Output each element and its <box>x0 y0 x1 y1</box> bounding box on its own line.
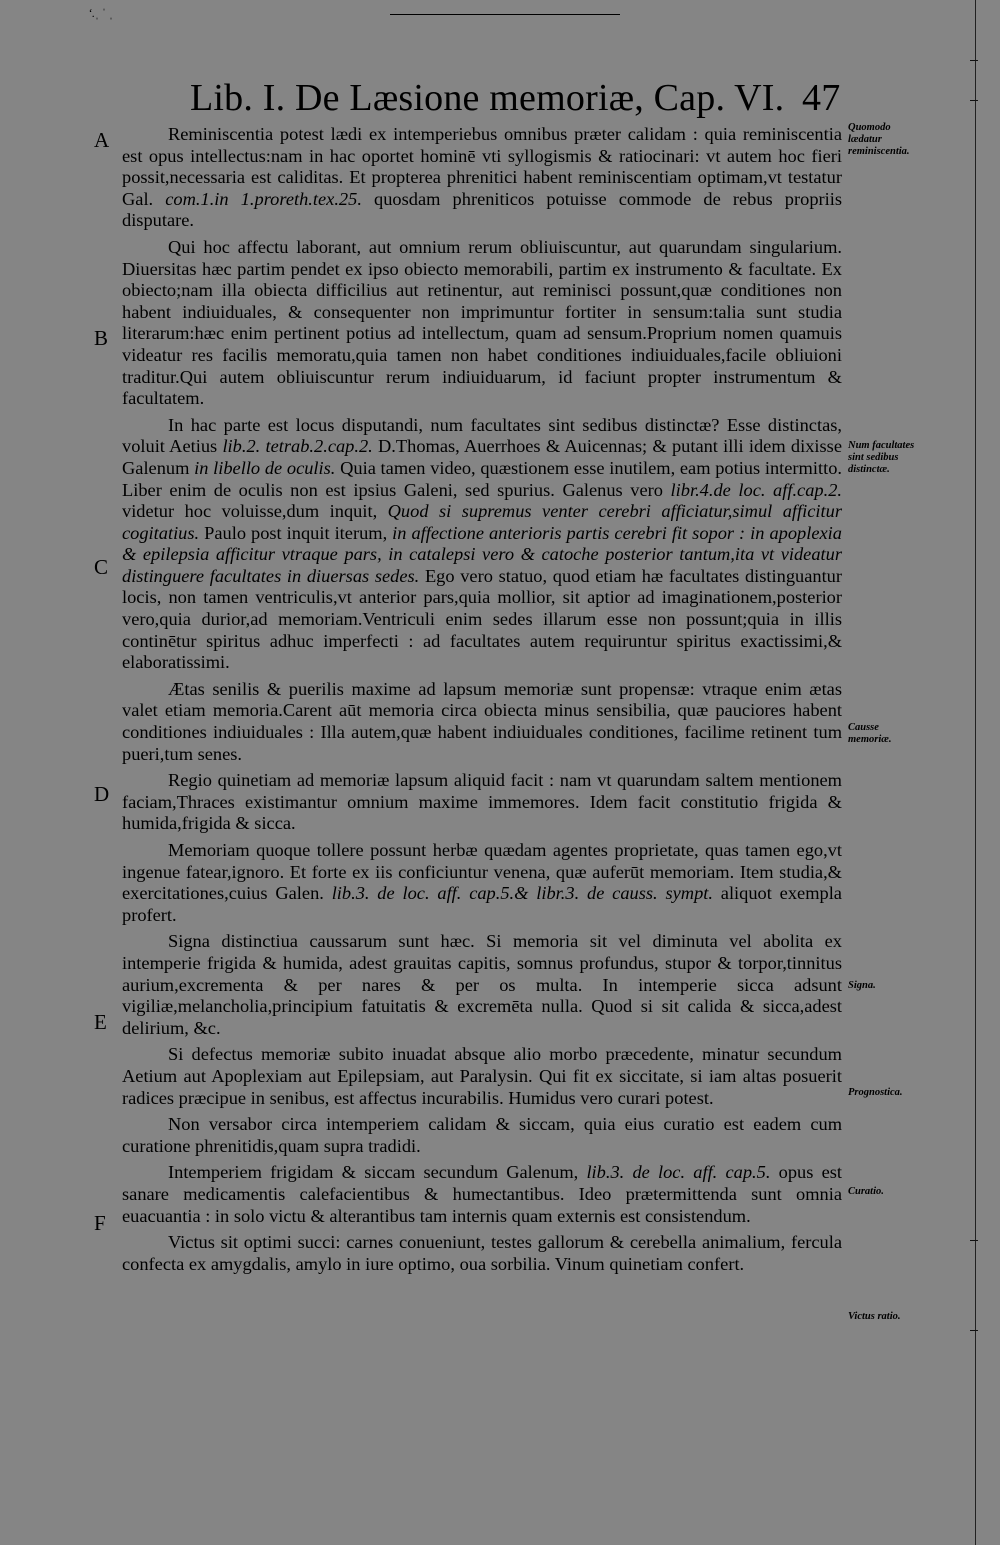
page-edge-line <box>975 0 976 1545</box>
edge-tick <box>970 100 978 101</box>
edge-tick <box>970 60 978 61</box>
margin-note: Num facultates sint sedibus distinctæ. <box>848 440 915 475</box>
section-letter-b: B <box>94 326 109 350</box>
paragraph: Si defectus memoriæ subito inuadat absque alio morbo præcedente, minatur secundum Aetium aut Apoplexiam aut Epilepsiam, aut Paralysin. Qui fit ex siccitate, si iam altas posuerit radices præcipue in senibus, est affectus incurabilis. Humidus vero curari potest. <box>122 1044 842 1108</box>
section-letter-f: F <box>94 1211 106 1235</box>
section-letter-d: D <box>94 782 110 806</box>
margin-note: Signa. <box>848 980 876 991</box>
body-text <box>122 124 842 1280</box>
section-letter-c: C <box>94 555 109 579</box>
quotation: in affectione anterioris partis cerebri fit sopor : in apoplexia & epilepsia afficitur vtraque pars, in catalepsi vero & catoche posterior tantum,ita vt videatur distinguere facultates in diuersas sedes. <box>122 522 842 586</box>
paragraph: Intemperiem frigidam & siccam secundum Galenum, lib.3. de loc. aff. cap.5. opus est sanare medicamentis calefacientibus & humectantibus. Ideo prætermittenda sunt omnia euacuantia : in solo victu & alterantibus tam internis quam externis est consistendum. <box>122 1162 843 1226</box>
citation: in libello de oculis. <box>194 457 336 478</box>
paragraph: Regio quinetiam ad memoriæ lapsum aliquid facit : nam vt quarundam saltem mentionem faciam,Thraces existimantur omnium maxime immemores. Idem facit constitutio frigida & humida,frigida & sicca. <box>122 770 842 834</box>
paragraph: Ætas senilis & puerilis maxime ad lapsum memoriæ sunt propensæ: vtraque enim ætas valet etiam memoria.Carent aūt memoria circa obiecta minus sensibilia, quæ pauciores habent conditiones indiuiduales : Illa autem,quæ habent indiuiduales conditiones, facilime retinent tum pueri,tum senes. <box>122 678 842 764</box>
margin-note: Quomodo lædatur reminiscentia. <box>848 122 910 157</box>
paragraph: In hac parte est locus disputandi, num facultates sint sedibus distinctæ? Esse distinctas, voluit Aetius lib.2. tetrab.2.cap.2. D.Thomas, Auerrhoes & Auicennas; & putant illi idem dixisse Galenum in libello de oculis. Quia tamen video, quæstionem esse inutilem, eam potius intermitto. Liber enim de oculis non est ipsius Galeni, sed spurius. Galenus vero libr.4.de loc. aff.cap.2. videtur hoc voluisse,dum inquit, Quod si supremus venter cerebri afficiatur,simul afficitur cogitatius. Paulo post inquit iterum, in affectione anterioris partis cerebri fit sopor : in apoplexia & epilepsia afficitur vtraque pars, in catalepsi vero & catoche posterior tantum,ita vt videatur distinguere facultates in diuersas sedes. Ego vero statuo, quod etiam hæ facultates distinguantur locis, non tamen ventriculis,vt anterior pars,quia mollior, sit aptior ad imaginationem,posterior vero,quia durior,ad memoriam.Ventriculi enim sedes illarum esse non possunt;quia in illis continētur spiritus adhuc imperfecti : ad facultates autem requiruntur spiritus exactissimi,& elaboratissimi. <box>122 414 842 673</box>
citation: com.1.in 1.proreth.tex.25. <box>165 188 362 209</box>
paragraph: Qui hoc affectu laborant, aut omnium rerum obliuiscuntur, aut quarundam singularium. Diuersitas hæc partim pendet ex ipso obiecto memorabili, partim ex instrumento & facultate. Ex obiecto;nam illa obiecta difficilius aut retinentur, aut reminisci possunt,quæ conditiones non habent indiuiduales, & consequenter non imprimuntur fortiter in sensum:talia sunt studia literarum:hæc enim pertinent potius ad intellectum, quam ad sensum.Proprium nomen quamuis videatur res facilis memoratu,quia tamen non habet conditiones indiuiduales,facile obliuioni traditur.Qui autem obliuiscuntur rerum indiuiduarum, id faciunt propter instrumentum & facultatem. <box>122 236 842 409</box>
quotation: Quod si supremus venter cerebri afficiatur,simul afficitur cogitatius. <box>122 501 842 543</box>
edge-tick <box>970 1330 978 1331</box>
corner-mark: ʻ.ˌ ˈ ˌ <box>88 6 113 20</box>
paragraph: Non versabor circa intemperiem calidam & siccam, quia eius curatio est eadem cum curatione phrenitidis,quam supra tradidi. <box>122 1114 842 1156</box>
paragraph: Victus sit optimi succi: carnes conueniunt, testes gallorum & cerebella animalium, fercula confecta ex amygdalis, amylo in iure optimo, oua sorbilia. Vinum quinetiam confert. <box>122 1232 842 1274</box>
page-number: 47 <box>802 77 841 119</box>
citation: lib.3. de loc. aff. cap.5.& libr.3. de causs. sympt. <box>331 883 713 904</box>
margin-note: Curatio. <box>848 1186 884 1197</box>
running-header <box>190 76 850 120</box>
margin-note: Victus ratio. <box>848 1311 901 1322</box>
margin-note: Prognostica. <box>848 1087 903 1098</box>
margin-note: Causse memoriæ. <box>848 722 892 745</box>
edge-tick <box>970 1240 978 1241</box>
paragraph: Signa distinctiua caussarum sunt hæc. Si memoria sit vel diminuta vel abolita ex intemperie frigida & humida, adest grauitas capitis, somnus profundus, stupor & torpor,tinnitus aurium,excrementa & per nares & per os multa. In intemperie sicca adsunt vigiliæ,melancholia,principium fatuitatis & excremēta nulla. Quod si sit calida & sicca,adest delirium, &c. <box>122 931 842 1038</box>
citation: lib.3. de loc. aff. cap.5. <box>586 1162 771 1183</box>
section-letter-e: E <box>94 1010 107 1034</box>
paragraph: Memoriam quoque tollere possunt herbæ quædam agentes proprietate, quas tamen ego,vt ingenue fatear,ignoro. Et forte ex iis conficiuntur venena, quæ auferūt memoriam. Item studia,& exercitationes,cuius Galen. lib.3. de loc. aff. cap.5.& libr.3. de causs. sympt. aliquot exempla profert. <box>122 840 842 925</box>
paragraph: Reminiscentia potest lædi ex intemperiebus omnibus præter calidam : quia reminiscentia est opus intellectus:nam in hac oportet hominē vti syllogismis & ratiocinari: vt autem hoc fieri possit,necessaria est caliditas. Et propterea phrenitici habent reminiscentiam optimam,vt testatur Gal. com.1.in 1.proreth.tex.25. quosdam phreniticos potuisse commode de rebus propriis disputare. <box>122 124 843 231</box>
top-rule <box>390 14 620 15</box>
citation: libr.4.de loc. aff.cap.2. <box>670 479 842 500</box>
header-title: Lib. I. De Læsione memoriæ, Cap. VI. <box>190 77 785 119</box>
citation: lib.2. tetrab.2.cap.2. <box>222 436 373 457</box>
section-letter-a: A <box>94 128 110 152</box>
